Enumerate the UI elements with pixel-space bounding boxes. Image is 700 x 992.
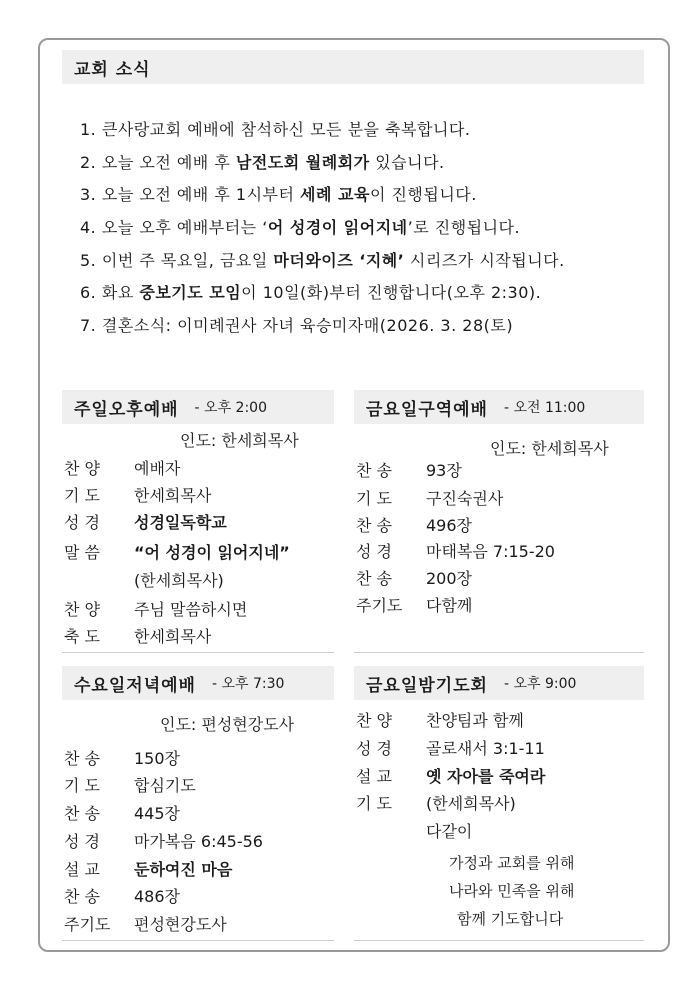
order-row: 성 경 마가복음 6:45-56 xyxy=(64,832,263,851)
sunday-pm-leader: 인도: 한세희목사 xyxy=(180,431,299,450)
news-header xyxy=(62,50,644,84)
news-item: 2. 오늘 오전 예배 후 남전도회 월례회가 있습니다. xyxy=(80,152,445,172)
news-item: 7. 결혼소식: 이미례권사 자녀 육승미자매(2026. 3. 28(토) xyxy=(80,316,514,336)
news-item: 6. 화요 중보기도 모임이 10일(화)부터 진행합니다(오후 2:30). xyxy=(80,283,542,303)
news-title: 교회 소식 xyxy=(74,59,151,80)
friday-pm-header xyxy=(354,666,644,700)
order-row: 기 도 (한세희목사) xyxy=(356,794,516,813)
order-row: 찬 송 150장 xyxy=(64,749,180,768)
order-row: 주기도 편성현강도사 xyxy=(64,915,227,934)
news-item: 3. 오늘 오전 예배 후 1시부터 세례 교육이 진행됩니다. xyxy=(80,185,477,205)
order-row: 성 경 마태복음 7:15-20 xyxy=(356,542,555,561)
order-row: 찬 송 200장 xyxy=(356,569,472,588)
order-row: 말 씀 “어 성경이 읽어지네” xyxy=(64,543,290,562)
order-row: 찬 양 예배자 xyxy=(64,459,181,478)
prayer-line: 나라와 민족을 위해 xyxy=(449,882,575,900)
wednesday-pm-time: - 오후 7:30 xyxy=(211,676,285,692)
order-row: 찬 양 주님 말씀하시면 xyxy=(64,600,248,619)
wednesday-pm-leader: 인도: 편성현강도사 xyxy=(160,715,295,734)
order-row: 축 도 한세희목사 xyxy=(64,627,212,646)
friday-pm-title: 금요일밤기도회 xyxy=(366,675,488,696)
sunday-pm-time: - 오후 2:00 xyxy=(194,400,267,416)
news-item: 4. 오늘 오후 예배부터는 ‘어 성경이 읽어지네’로 진행됩니다. xyxy=(80,218,521,238)
prayer-line: 가정과 교회를 위해 xyxy=(449,854,575,872)
divider xyxy=(62,940,334,941)
sunday-pm-header xyxy=(62,390,334,424)
divider xyxy=(354,940,644,941)
wednesday-pm-header xyxy=(62,666,334,700)
order-row: 기 도 합심기도 xyxy=(64,776,196,795)
order-row: 성 경 성경일독학교 xyxy=(64,513,227,532)
news-list xyxy=(80,114,565,343)
friday-am-header xyxy=(354,390,644,424)
wednesday-pm-title: 수요일저녁예배 xyxy=(74,675,196,696)
order-row: 성 경 골로새서 3:1-11 xyxy=(356,739,545,758)
news-item: 5. 이번 주 목요일, 금요일 마더와이즈 ‘지혜’ 시리즈가 시작됩니다. xyxy=(80,250,565,270)
order-row: 설 교 둔하여진 마음 xyxy=(64,860,233,879)
friday-am-time: - 오전 11:00 xyxy=(503,400,586,416)
divider xyxy=(62,652,334,653)
friday-pm-time: - 오후 9:00 xyxy=(503,676,577,692)
order-row: 설 교 옛 자아를 죽여라 xyxy=(356,767,546,786)
order-row: 기 도 한세희목사 xyxy=(64,486,212,505)
order-row: 주기도 다함께 xyxy=(356,596,473,615)
order-row: 찬 송 496장 xyxy=(356,516,472,535)
order-row: 다같이 xyxy=(426,822,473,841)
prayer-line: 함께 기도합니다 xyxy=(457,910,564,928)
friday-am-leader: 인도: 한세희목사 xyxy=(490,439,609,458)
news-item: 1. 큰사랑교회 예배에 참석하신 모든 분을 축복합니다. xyxy=(80,120,471,139)
divider xyxy=(354,652,644,653)
order-row: 찬 송 486장 xyxy=(64,887,180,906)
friday-am-title: 금요일구역예배 xyxy=(366,399,488,420)
sunday-pm-title: 주일오후예배 xyxy=(74,399,179,420)
order-row: 기 도 구진숙권사 xyxy=(356,489,504,508)
order-row: 찬 양 찬양팀과 함께 xyxy=(356,711,524,730)
order-row: (한세희목사) xyxy=(134,571,224,590)
order-row: 찬 송 445장 xyxy=(64,804,180,823)
order-row: 찬 송 93장 xyxy=(356,461,462,480)
